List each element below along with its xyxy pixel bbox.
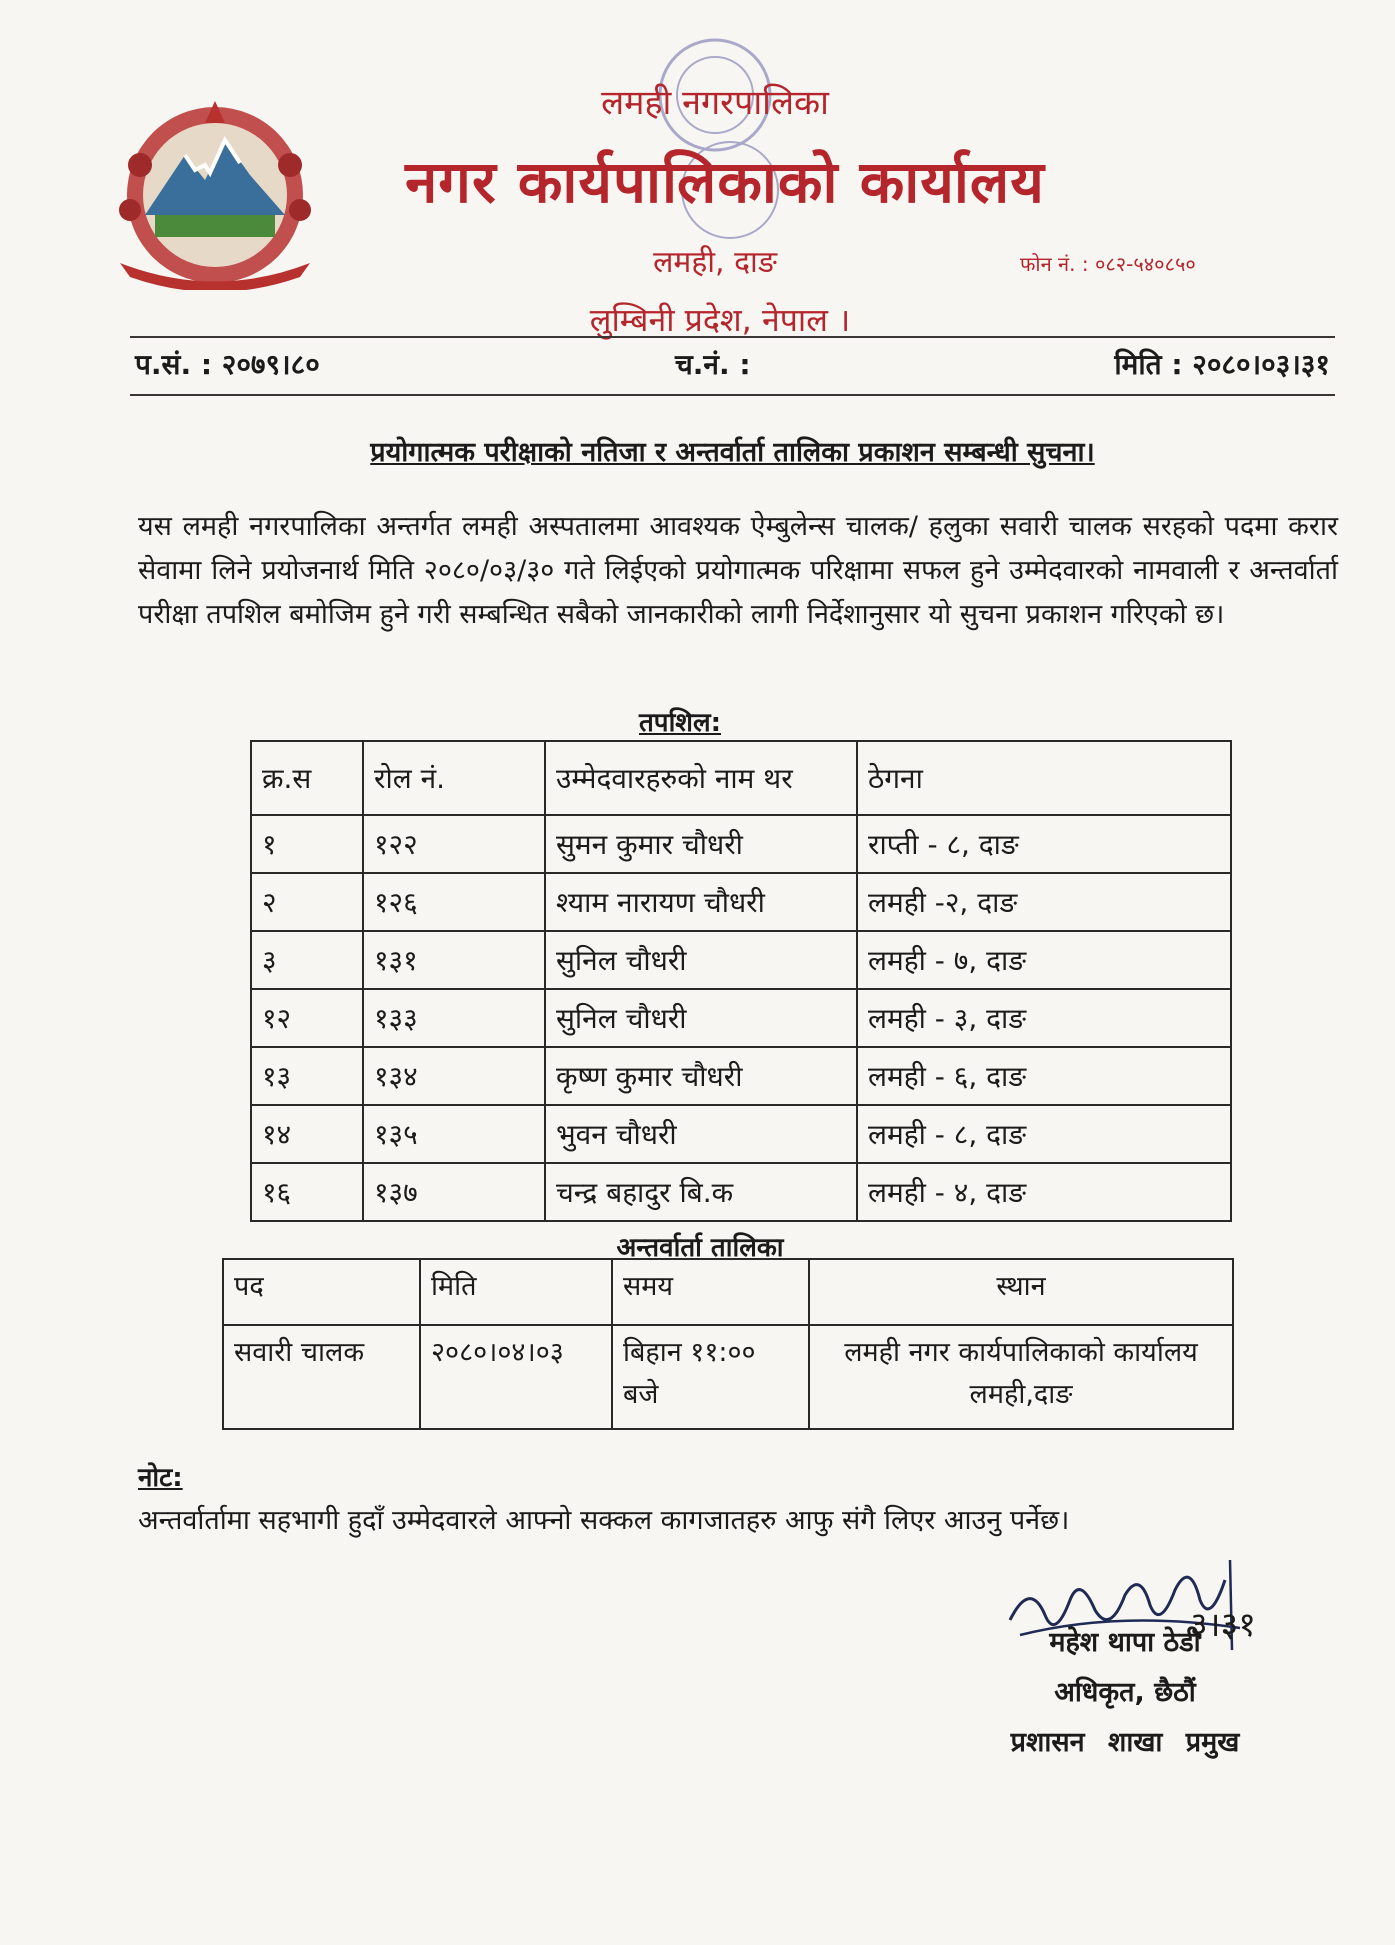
cell-roll: १३४: [363, 1047, 545, 1105]
venue-line-1: लमही नगर कार्यपालिकाको कार्यालय: [844, 1337, 1198, 1368]
signatory-department: प्रशासन शाखा प्रमुख: [1010, 1727, 1240, 1758]
cell-roll: १३७: [363, 1163, 545, 1221]
signatory-title: अधिकृत, छैठौं: [1054, 1677, 1196, 1708]
cell-address: राप्ती - ८, दाङ: [857, 815, 1231, 873]
candidates-table: [250, 740, 1232, 1222]
cell-serial: १२: [251, 989, 363, 1047]
cell-roll: १२२: [363, 815, 545, 873]
cell-name: श्याम नारायण चौधरी: [545, 873, 857, 931]
header-time: समय: [612, 1259, 809, 1325]
notice-subject: [130, 432, 1335, 469]
table-row: [251, 1163, 1231, 1221]
notice-body: यस लमही नगरपालिका अन्तर्गत लमही अस्पतालमा आवश्यक ऐम्बुलेन्स चालक/ हलुका सवारी चालक सरहको पदमा करार सेवामा लिने प्रयोजनार्थ मिति २०८०/०३/३० गते लिईएको प्रयोगात्मक परिक्षामा सफल हुने उम्मेदवारको नामवाली र अन्तर्वार्ता परीक्षा तपशिल बमोजिम हुने गरी सम्बन्धित सबैको जानकारीको लागी निर्देशानुसार यो सुचना प्रकाशन गरिएको छ।: [138, 511, 1338, 630]
table-row: [251, 989, 1231, 1047]
header-serial: क्र.स: [251, 741, 363, 815]
cell-serial: १: [251, 815, 363, 873]
table-row: [251, 873, 1231, 931]
time-line-1: बिहान ११:००: [623, 1337, 756, 1368]
cell-roll: १३३: [363, 989, 545, 1047]
cell-address: लमही -२, दाङ: [857, 873, 1231, 931]
municipality-name: लमही नगरपालिका: [601, 83, 829, 123]
table-row: [251, 931, 1231, 989]
cell-name: भुवन चौधरी: [545, 1105, 857, 1163]
reference-number: प.सं. : २०७९।८०: [135, 348, 320, 381]
cell-name: कृष्ण कुमार चौधरी: [545, 1047, 857, 1105]
table-row: [251, 1105, 1231, 1163]
subject-text: प्रयोगात्मक परीक्षाको नतिजा र अन्तर्वार्ता तालिका प्रकाशन सम्बन्धी सुचना।: [370, 437, 1095, 468]
cell-address: लमही - ३, दाङ: [857, 989, 1231, 1047]
cell-serial: १६: [251, 1163, 363, 1221]
cell-address: लमही - ४, दाङ: [857, 1163, 1231, 1221]
schedule-row: [223, 1325, 1233, 1429]
cell-name: चन्द्र बहादुर बि.क: [545, 1163, 857, 1221]
header-post: पद: [223, 1259, 420, 1325]
cell-name: सुनिल चौधरी: [545, 931, 857, 989]
cell-address: लमही - ८, दाङ: [857, 1105, 1231, 1163]
cell-roll: १३५: [363, 1105, 545, 1163]
cell-date: २०८०।०४।०३: [420, 1325, 612, 1429]
office-name: नगर कार्यपालिकाको कार्यालय: [405, 148, 1045, 216]
cell-serial: १४: [251, 1105, 363, 1163]
table-row: [251, 815, 1231, 873]
cell-time: [612, 1325, 809, 1429]
note-text: अन्तर्वार्तामा सहभागी हुदाँ उम्मेदवारले आफ्नो सक्कल कागजातहरु आफु संगै लिएर आउनु पर्नेछ।: [138, 1505, 1070, 1536]
cell-address: लमही - ६, दाङ: [857, 1047, 1231, 1105]
header-roll: रोल नं.: [363, 741, 545, 815]
dispatch-number: च.नं. :: [675, 348, 751, 381]
cell-serial: १३: [251, 1047, 363, 1105]
header-date: मिति: [420, 1259, 612, 1325]
cell-post: सवारी चालक: [223, 1325, 420, 1429]
header-address: ठेगना: [857, 741, 1231, 815]
cell-roll: १२६: [363, 873, 545, 931]
office-city: लमही, दाङ: [653, 245, 777, 280]
schedule-title: अन्तर्वार्ता तालिका: [616, 1233, 784, 1263]
nepal-emblem-icon: [100, 95, 330, 290]
cell-name: सुनिल चौधरी: [545, 989, 857, 1047]
letter-date: मिति : २०८०।०३।३१: [1114, 348, 1330, 381]
list-title: तपशिल:: [638, 708, 722, 738]
table-row: [251, 1047, 1231, 1105]
schedule-header-row: [223, 1259, 1233, 1325]
cell-serial: ३: [251, 931, 363, 989]
cell-serial: २: [251, 873, 363, 931]
meta-row: [135, 345, 1330, 390]
table-header-row: [251, 741, 1231, 815]
cell-venue: [809, 1325, 1233, 1429]
header-rule-bottom: [130, 394, 1335, 396]
cell-address: लमही - ७, दाङ: [857, 931, 1231, 989]
interview-schedule-table: [222, 1258, 1234, 1430]
cell-roll: १३१: [363, 931, 545, 989]
office-phone: फोन नं. : ०८२-५४०८५०: [1020, 252, 1196, 276]
header-venue: स्थान: [809, 1259, 1233, 1325]
office-province: लुम्बिनी प्रदेश, नेपाल ।: [589, 301, 851, 339]
signatory-name: महेश थापा ठेडी: [1049, 1627, 1201, 1658]
time-line-2: बजे: [623, 1379, 659, 1410]
header-name: उम्मेदवारहरुको नाम थर: [545, 741, 857, 815]
venue-line-2: लमही,दाङ: [969, 1379, 1073, 1410]
signature-date: ३।३१: [1190, 1605, 1256, 1645]
cell-name: सुमन कुमार चौधरी: [545, 815, 857, 873]
header-rule-top: [130, 336, 1335, 338]
note-title: नोट:: [138, 1463, 183, 1493]
